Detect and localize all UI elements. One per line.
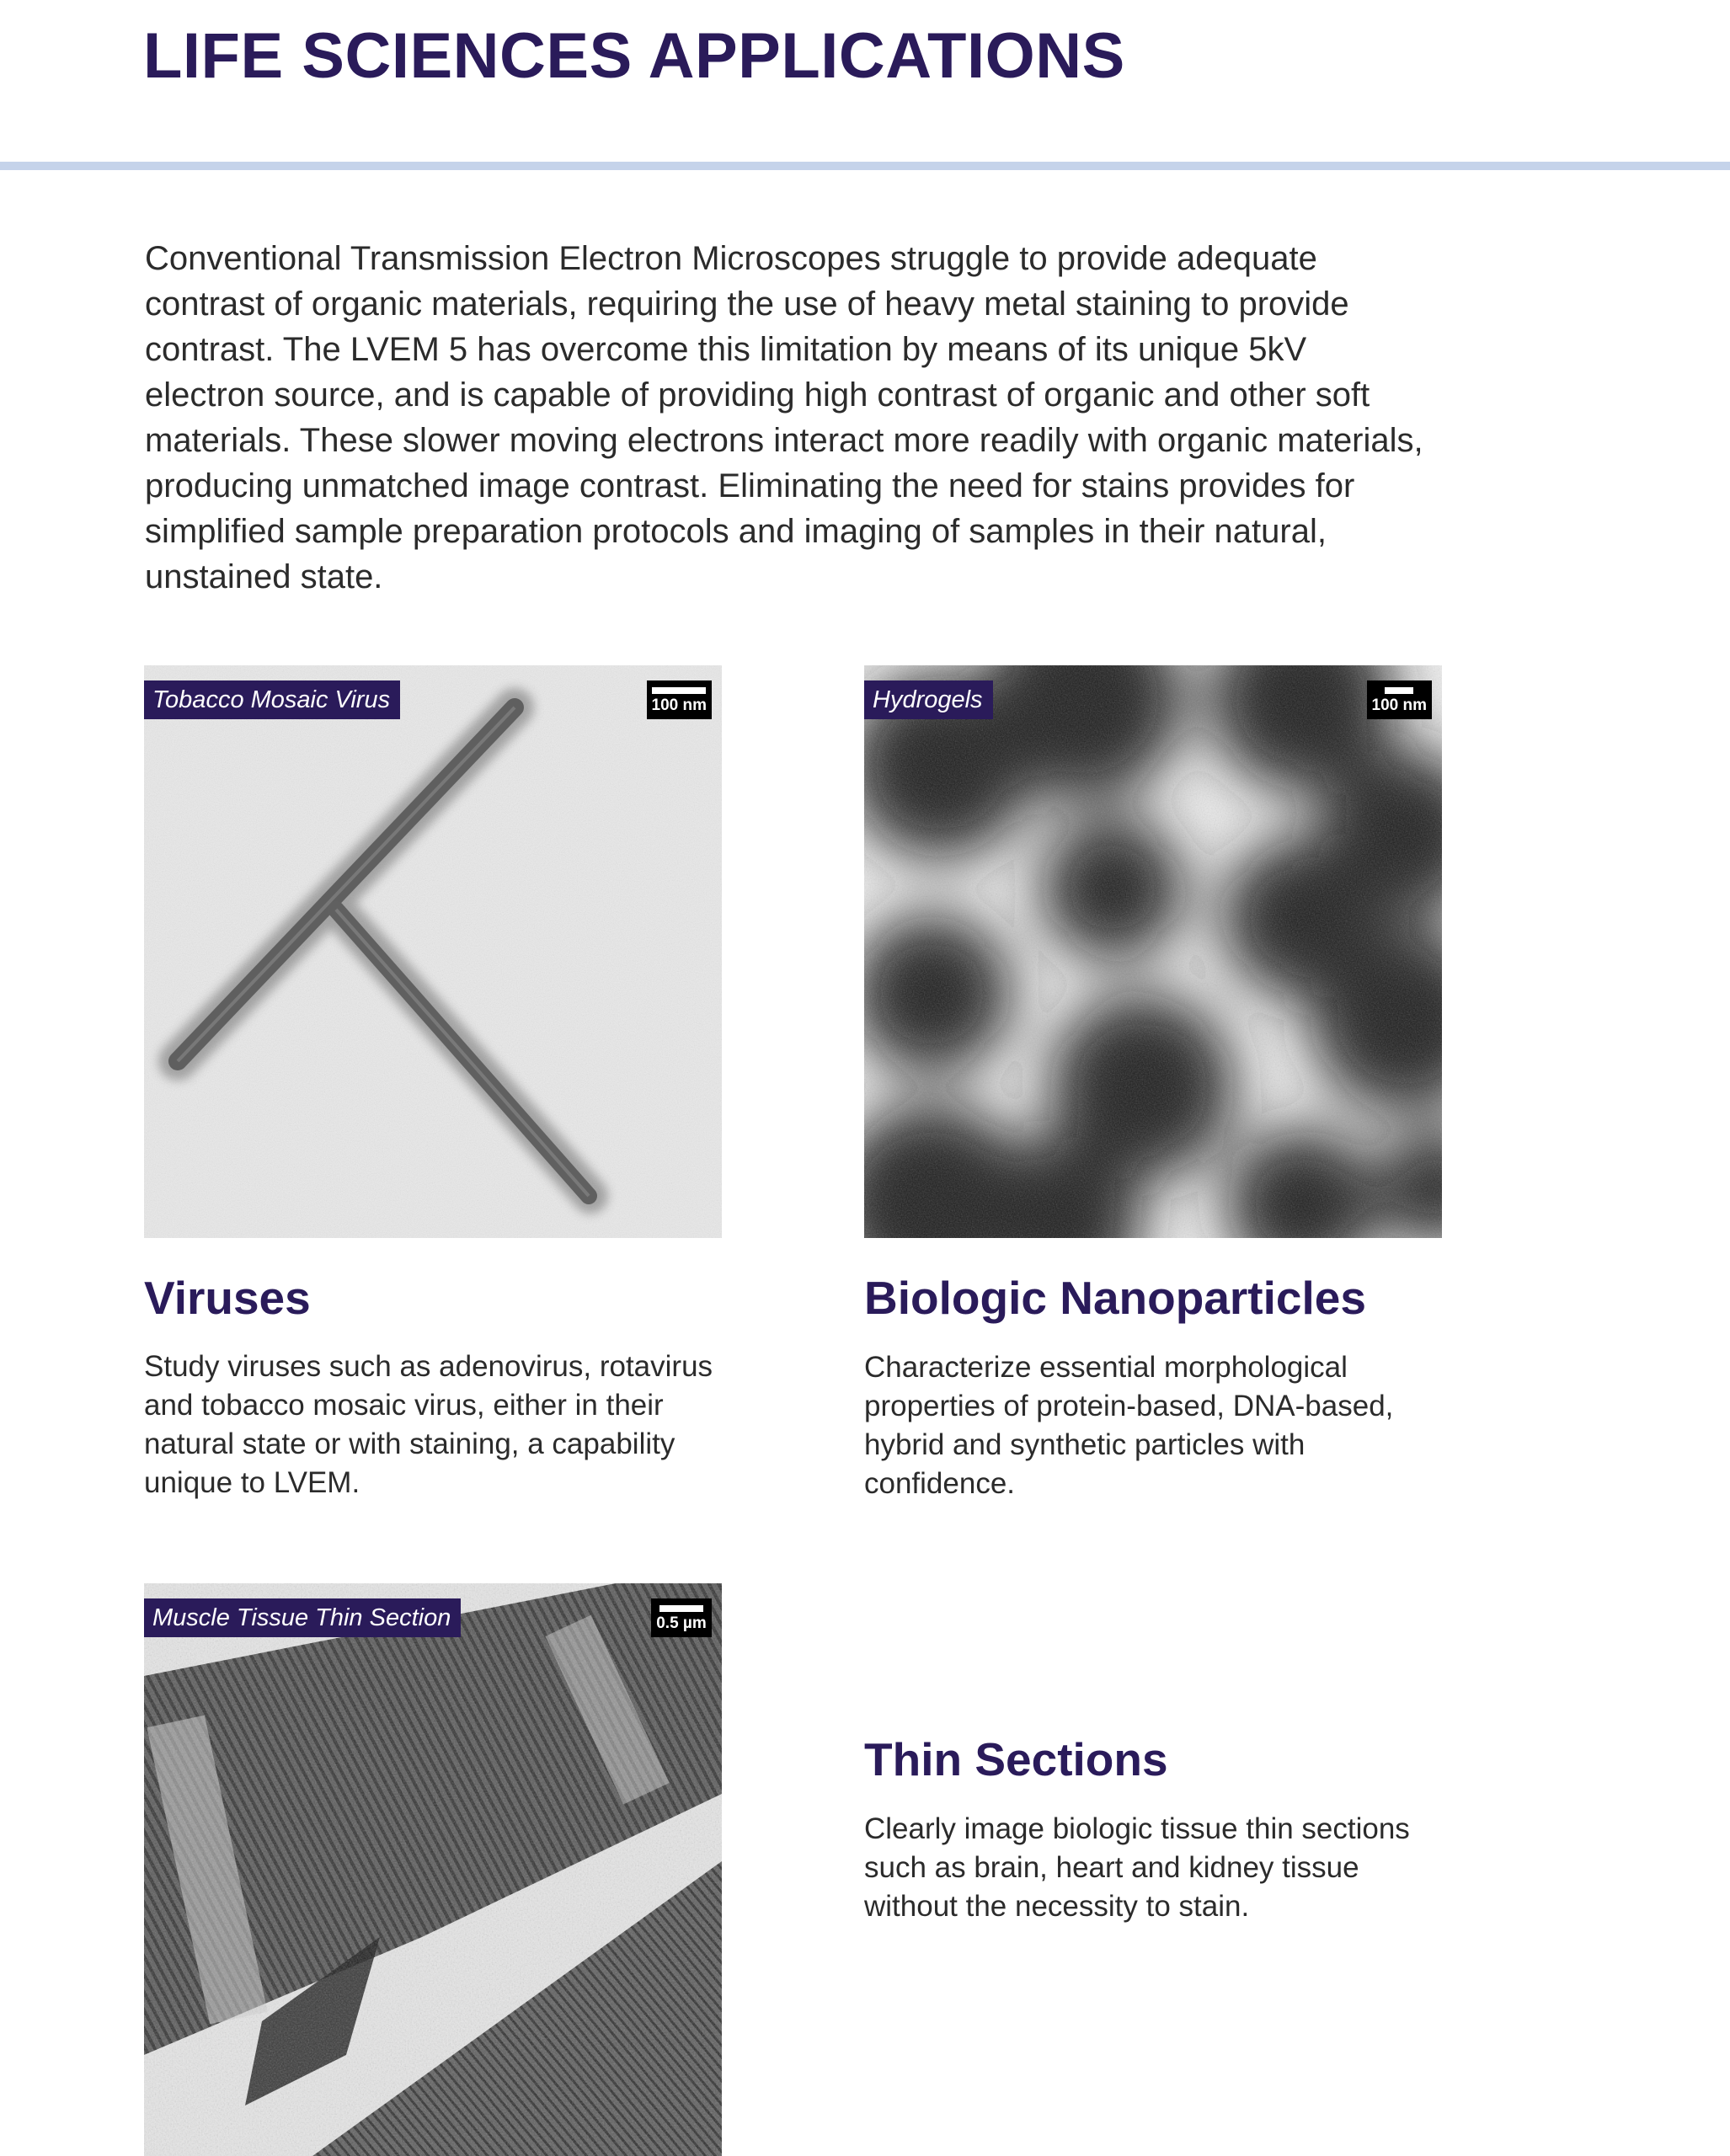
section-heading-biologic-nanoparticles: Biologic Nanoparticles — [864, 1272, 1366, 1324]
figure-tobacco-mosaic-virus — [144, 665, 722, 1238]
section-heading-thin-sections: Thin Sections — [864, 1733, 1168, 1785]
figure-caption: Muscle Tissue Thin Section — [144, 1598, 461, 1637]
intro-paragraph: Conventional Transmission Electron Microscopes struggle to provide adequate contrast of organic materials, requiring the use of heavy metal staining to provide contrast. The LVEM 5 has overcome this limitation by means of its unique 5kV electron source, and is capable of providing high contrast of organic and other soft materials. These slower moving electrons interact more readily with organic materials, producing unmatched image contrast. Eliminating the need for stains provides for simplified sample preparation protocols and imaging of samples in their natural, unstained state. — [145, 240, 1423, 595]
scale-bar-line — [652, 687, 706, 694]
muscle-micrograph — [144, 1583, 722, 2156]
scale-bar-line — [1385, 687, 1413, 694]
figure-hydrogels — [864, 665, 1442, 1238]
page-title: LIFE SCIENCES APPLICATIONS — [143, 20, 1125, 92]
section-body-thin-sections: Clearly image biologic tissue thin sections such as brain, heart and kidney tissue without the necessity to stain. — [864, 1812, 1410, 1923]
figure-muscle-tissue — [144, 1583, 722, 2156]
scale-bar-label: 0.5 µm — [656, 1614, 707, 1632]
section-body-biologic-nanoparticles: Characterize essential morphological properties of protein-based, DNA-based, hybrid and synthetic particles with confidence. — [864, 1351, 1394, 1500]
hydrogels-micrograph — [864, 665, 1442, 1238]
section-heading-viruses: Viruses — [144, 1272, 311, 1324]
scale-bar-label: 100 nm — [651, 696, 707, 714]
title-divider — [0, 162, 1730, 170]
scale-bar — [647, 680, 712, 719]
tmv-micrograph — [144, 665, 722, 1238]
section-body-viruses: Study viruses such as adenovirus, rotavirus and tobacco mosaic virus, either in their natural state or with staining, a capability unique to LVEM. — [144, 1350, 713, 1499]
scale-bar-label: 100 nm — [1371, 696, 1427, 714]
figure-caption: Hydrogels — [864, 680, 993, 719]
scale-bar — [1367, 680, 1432, 719]
scale-bar-line — [659, 1605, 703, 1612]
figure-caption: Tobacco Mosaic Virus — [144, 680, 400, 719]
scale-bar — [651, 1598, 712, 1637]
